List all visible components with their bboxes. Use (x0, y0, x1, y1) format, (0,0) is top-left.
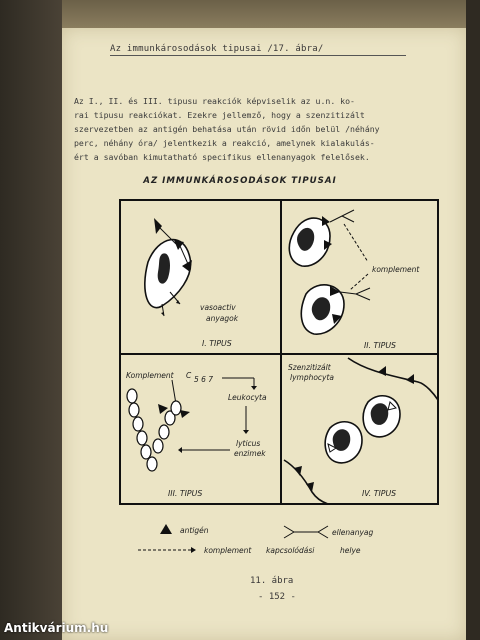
legend-antibody-label: ellenanyag (332, 528, 374, 537)
paragraph-line: ért a savóban kimutatható specifikus ellenanyagok felelősek. (74, 152, 370, 162)
panel-4-annotation: lymphocyta (290, 373, 335, 382)
panel-type-4 (284, 358, 438, 504)
panel-type-1 (145, 218, 239, 348)
panel-4-annotation: Szenzitizált (288, 363, 331, 372)
panel-2-annotation: komplement (372, 265, 420, 274)
figure-legend (0, 520, 480, 570)
tissue-surface (284, 460, 328, 504)
panel-2-label: II. TIPUS (364, 341, 396, 350)
panel-4-label: IV. TIPUS (362, 489, 397, 498)
immune-complex-chain (127, 389, 190, 471)
body-paragraph (74, 94, 454, 164)
tissue-surface (348, 358, 438, 400)
arrowhead (191, 547, 196, 553)
complement-pointer (172, 380, 176, 404)
antibody-shape (356, 294, 370, 300)
arrowhead (243, 430, 249, 434)
panel-3-annotation: C (186, 371, 192, 380)
antibody-shape (342, 216, 354, 222)
figure-caption: 11. ábra (250, 576, 294, 586)
panel-3-label: III. TIPUS (168, 489, 203, 498)
arrowhead (161, 312, 164, 316)
complement-dashed-line (344, 224, 368, 262)
paragraph-line: Az I., II. és III. tipusu reakciók képviselik az u.n. ko- (74, 96, 355, 106)
panel-type-3 (126, 371, 267, 498)
panel-type-2 (289, 210, 420, 350)
complement-dashed-line (350, 274, 368, 290)
panel-3-annotation: 5 6 7 (194, 375, 214, 384)
section-heading (110, 44, 406, 54)
figure-title: AZ IMMUNKÁROSODÁSOK TIPUSAI (143, 176, 337, 186)
immune-damage-diagram (118, 196, 442, 512)
antigen-marker (378, 366, 386, 376)
book-edge (62, 0, 466, 28)
legend-binding-label: kapcsolódási (266, 546, 315, 555)
panel-1-annotation: vasoactiv (200, 303, 236, 312)
panel-3-annotation: Komplement (126, 371, 174, 380)
page-number: - 152 - (258, 592, 296, 602)
legend-complement-label: komplement (204, 546, 252, 555)
panel-1-annotation: anyagok (206, 314, 239, 323)
paragraph-line: szervezetben az antigén behatása után rövid időn belül /néhány (74, 124, 380, 134)
legend-antigen-label: antigén (180, 526, 209, 535)
arrowhead (251, 386, 257, 390)
antibody-shape (340, 288, 370, 294)
panel-3-annotation: enzimek (234, 449, 266, 458)
paragraph-line: perc, néhány óra/ jelentkezik a reakció, amelynek kialakulás- (74, 138, 375, 148)
arrowhead (178, 447, 182, 453)
antigen-legend-icon (160, 524, 172, 534)
panel-3-annotation: Leukocyta (228, 393, 267, 402)
paragraph-line: rai tipusu reakciókat. Ezekre jellemző, hogy a szenzitizált (74, 110, 365, 120)
panel-3-annotation: lyticus (236, 439, 261, 448)
heading-underline (110, 55, 406, 56)
watermark: Antikvárium.hu (4, 621, 109, 635)
legend-binding-label-2: helye (340, 546, 361, 555)
panel-1-label: I. TIPUS (202, 339, 232, 348)
section-heading-text: Az immunkárosodások tipusai /17. ábra/ (110, 44, 324, 54)
antibody-legend-icon (284, 526, 328, 538)
